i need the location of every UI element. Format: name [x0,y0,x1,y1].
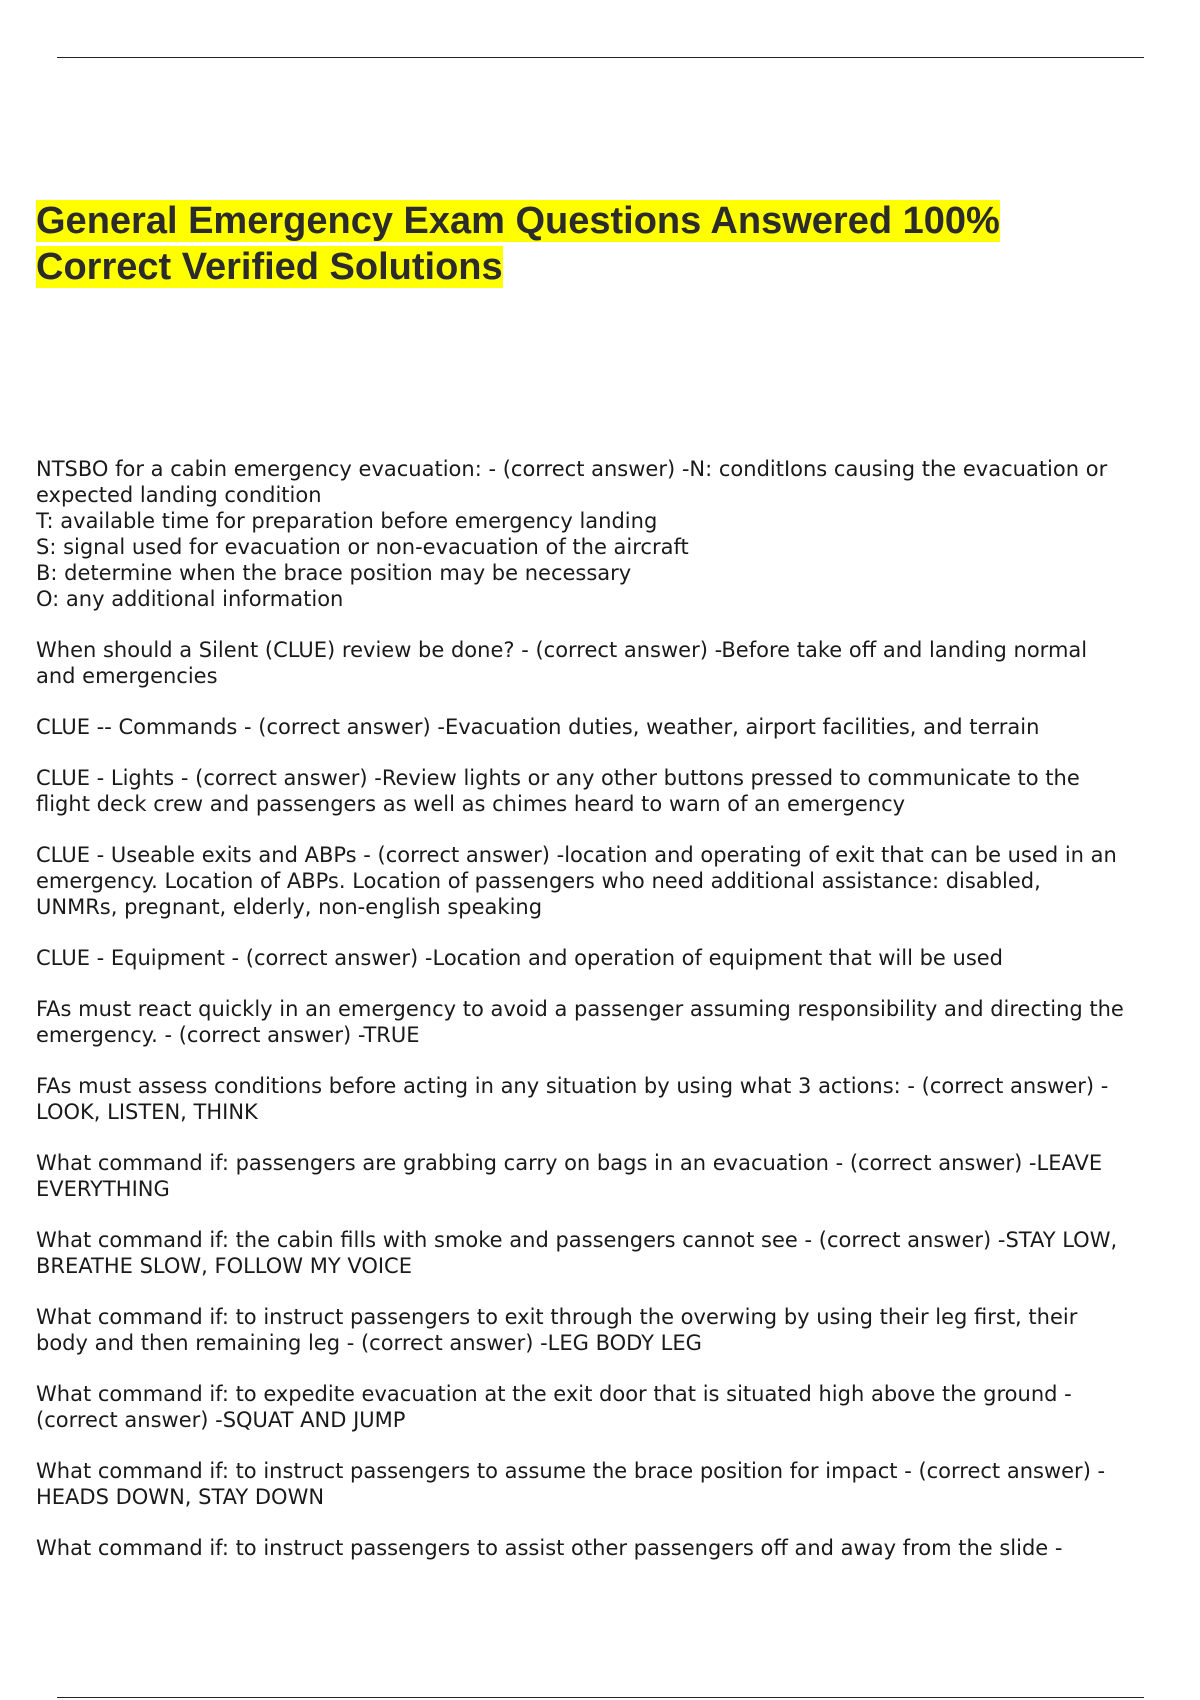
qa-entry-high-exit: What command if: to expedite evacuation at the exit door that is situated high above the ground - (correct answer) -SQUAT AND JUMP [36,1382,1072,1432]
title-line-2: Correct Verified Solutions [36,246,503,288]
qa-entry-assess-conditions: FAs must assess conditions before acting in any situation by using what 3 actions: - (correct answer) - LOOK, LISTEN, THINK [36,1074,1109,1124]
qa-entry-brace: What command if: to instruct passengers to assume the brace position for impact - (correct answer) - HEADS DOWN, STAY DOWN [36,1459,1106,1509]
qa-entry-clue-lights: CLUE - Lights - (correct answer) -Review lights or any other buttons pressed to communicate to the flight deck crew and passengers as well as chimes heard to warn of an emergency [36,766,1080,816]
qa-entry-clue-exits: CLUE - Useable exits and ABPs - (correct answer) -location and operating of exit that can be used in an emergency. Location of ABPs. Location of passengers who need additional assistance: disabled, UNMRs, pregnant, elderly, non-english speaking [36,843,1117,919]
qa-entry-clue-equipment: CLUE - Equipment - (correct answer) -Location and operation of equipment that will be used [36,946,1004,970]
qa-entry-assist-slide: What command if: to instruct passengers to assist other passengers off and away from the slide - [36,1536,1063,1560]
qa-entry-ntsbo: NTSBO for a cabin emergency evacuation: - (correct answer) -N: conditIons causing the evacuation or expected landing condition T: available time for preparation before emergency landing S: signal used for evacuation or non-evacuation of the aircraft B: determine when the brace position may be necessary O: any additional information [36,457,1108,611]
qa-entry-overwing: What command if: to instruct passengers to exit through the overwing by using their leg first, their body and then remaining leg - (correct answer) -LEG BODY LEG [36,1305,1078,1355]
header-rule [57,57,1144,58]
qa-entry-smoke: What command if: the cabin fills with smoke and passengers cannot see - (correct answer) -STAY LOW, BREATHE SLOW, FOLLOW MY VOICE [36,1228,1118,1278]
page-title [36,198,1156,290]
footer-rule [57,1697,1144,1698]
title-line-1: General Emergency Exam Questions Answered 100% [36,200,1000,242]
qa-entry-react-quickly: FAs must react quickly in an emergency to avoid a passenger assuming responsibility and directing the emergency. - (correct answer) -TRUE [36,997,1124,1047]
qa-entry-clue-commands: CLUE -- Commands - (correct answer) -Evacuation duties, weather, airport facilities, and terrain [36,715,1040,739]
qa-list [36,456,1196,1586]
qa-entry-silent-review: When should a Silent (CLUE) review be done? - (correct answer) -Before take off and landing normal and emergencies [36,638,1088,688]
qa-entry-carry-on-bags: What command if: passengers are grabbing carry on bags in an evacuation - (correct answer) -LEAVE EVERYTHING [36,1151,1103,1201]
